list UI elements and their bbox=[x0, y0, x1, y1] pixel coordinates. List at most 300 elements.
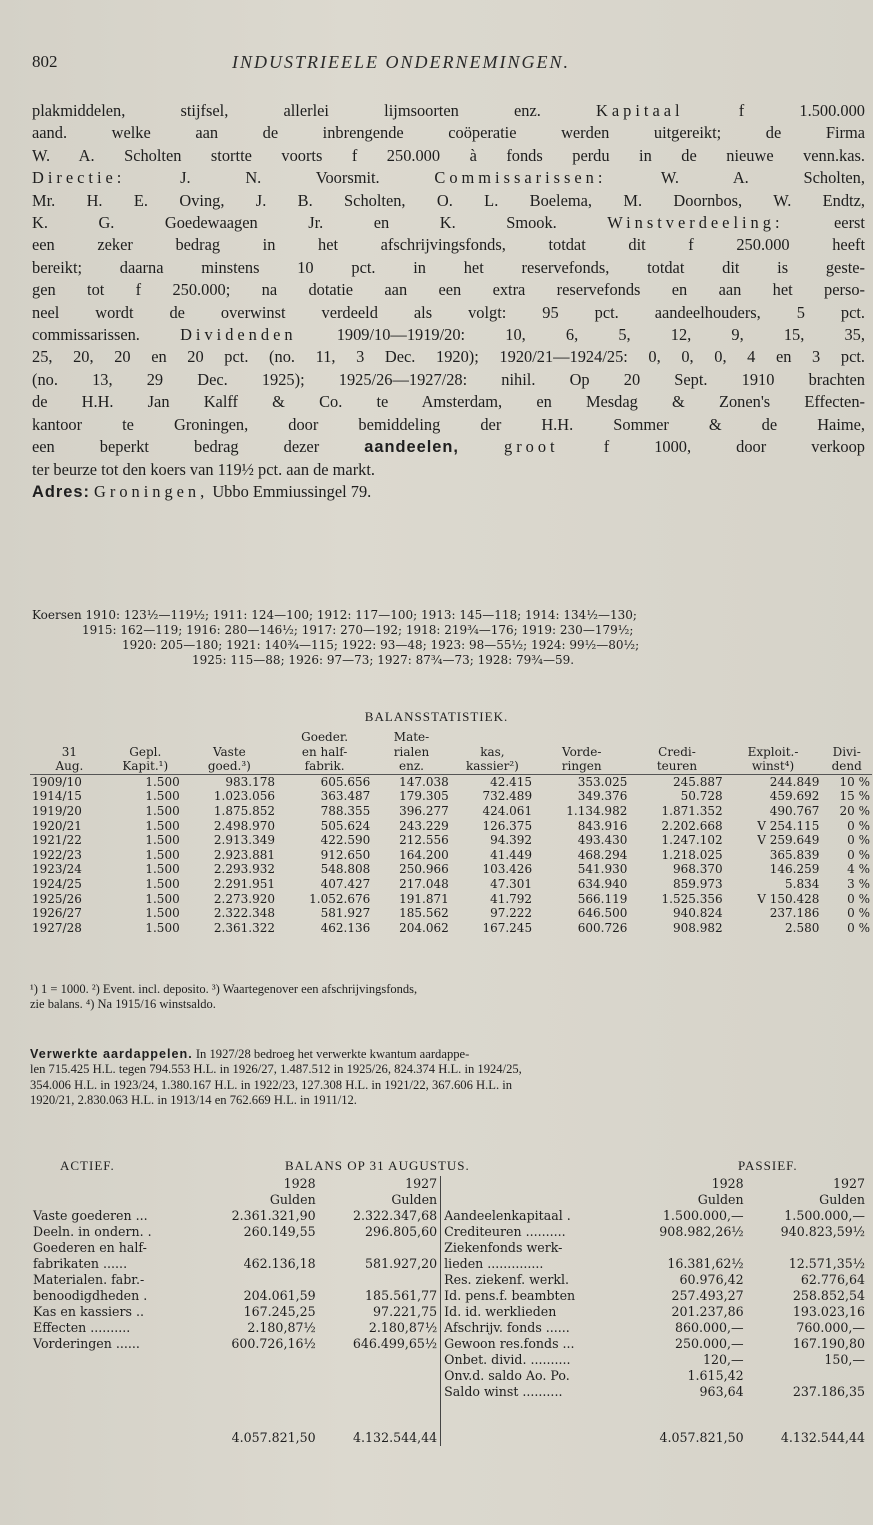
table-cell: 204.062 bbox=[399, 920, 449, 935]
balance-row bbox=[30, 1384, 868, 1400]
text-line: ter beurze tot den koers van 119½ pct. aan de markt. bbox=[32, 459, 376, 479]
asset-value: 646.499,65½ bbox=[352, 1336, 438, 1351]
liabilities-total: 4.057.821,50 bbox=[659, 1430, 744, 1445]
liability-item: Id. id. werklieden bbox=[441, 1304, 626, 1320]
column-header: kassier²) bbox=[451, 759, 534, 774]
table-cell: 1.500 bbox=[145, 789, 180, 804]
table-cell: 2.923.881 bbox=[213, 847, 275, 862]
table-cell: 1.500 bbox=[145, 920, 180, 935]
table-cell: 363.487 bbox=[320, 789, 371, 804]
table-cell: 0 % bbox=[847, 920, 870, 935]
balance-title: BALANS OP 31 AUGUSTUS. bbox=[285, 1158, 470, 1173]
table-cell: 1.247.102 bbox=[661, 833, 723, 848]
liability-value: 193.023,16 bbox=[792, 1304, 865, 1319]
asset-value: 97.221,75 bbox=[373, 1304, 438, 1319]
spacer bbox=[30, 1192, 197, 1208]
table-row bbox=[30, 804, 872, 819]
liability-value bbox=[747, 1368, 868, 1384]
column-header: enz. bbox=[372, 759, 451, 774]
liability-value: 963,64 bbox=[699, 1384, 744, 1399]
processed-potatoes bbox=[30, 1047, 868, 1109]
table-cell: 1.500 bbox=[145, 862, 180, 877]
unit-label: Gulden bbox=[697, 1192, 744, 1207]
liability-value bbox=[625, 1240, 746, 1256]
column-header bbox=[629, 730, 724, 745]
asset-value: 2.180,87½ bbox=[368, 1320, 438, 1335]
table-cell: 212.556 bbox=[399, 833, 449, 848]
spacer bbox=[441, 1400, 626, 1446]
table-cell: 1925/26 bbox=[32, 891, 82, 906]
liability-value: 237.186,35 bbox=[792, 1384, 865, 1399]
column-header: Credi- bbox=[658, 744, 696, 759]
statistics-title: BALANSSTATISTIEK. bbox=[364, 709, 509, 724]
table-cell: 908.982 bbox=[672, 920, 723, 935]
table-cell: V 259.649 bbox=[757, 833, 820, 848]
table-cell: 147.038 bbox=[372, 774, 451, 789]
table-cell: 42.415 bbox=[451, 774, 534, 789]
table-cell: 191.871 bbox=[399, 891, 449, 906]
table-cell: 15 % bbox=[839, 789, 870, 804]
unit-label: Gulden bbox=[819, 1192, 865, 1207]
asset-value bbox=[319, 1352, 441, 1368]
table-cell: 1909/10 bbox=[30, 774, 109, 789]
text-line: len 715.425 H.L. tegen 794.553 H.L. in 1926/27, 1.487.512 in 1925/26, 824.374 H.L. in 1924/25, bbox=[30, 1062, 522, 1077]
text-line: (no. 13, 29 Dec. 1925); 1925/26—1927/28: nihil. Op 20 Sept. 1910 brachten bbox=[32, 369, 865, 389]
table-cell: 1.500 bbox=[109, 774, 182, 789]
text-line: gen tot f 250.000; na dotatie aan een extra reservefonds en aan het perso- bbox=[32, 280, 865, 300]
table-cell: 126.375 bbox=[482, 818, 533, 833]
column-header: en half- bbox=[301, 744, 348, 759]
table-cell: 1.500 bbox=[145, 833, 180, 848]
asset-value bbox=[197, 1368, 318, 1384]
spacer bbox=[441, 1192, 626, 1208]
table-cell: 0 % bbox=[847, 891, 870, 906]
footnote-line: zie balans. ⁴) Na 1915/16 winstsaldo. bbox=[30, 997, 216, 1011]
table-cell: 2.361.322 bbox=[213, 920, 275, 935]
table-cell: 983.178 bbox=[182, 774, 277, 789]
table-cell: 407.427 bbox=[320, 876, 371, 891]
asset-item: Goederen en half- bbox=[33, 1240, 147, 1255]
asset-value: 167.245,25 bbox=[243, 1304, 316, 1319]
spacer bbox=[30, 1176, 197, 1192]
table-cell: 940.824 bbox=[672, 906, 723, 921]
liability-value: 908.982,26½ bbox=[659, 1224, 744, 1239]
table-cell: 1.875.852 bbox=[213, 803, 275, 818]
table-cell: 1919/20 bbox=[32, 803, 82, 818]
table-cell: 843.916 bbox=[577, 818, 628, 833]
liability-value: 16.381,62½ bbox=[667, 1256, 744, 1271]
balance-row bbox=[30, 1352, 868, 1368]
text-line: bereikt; daarna minstens 10 pct. in het reservefonds, totdat dit is geste- bbox=[32, 257, 865, 277]
spacer bbox=[30, 1400, 197, 1446]
table-cell: 541.930 bbox=[577, 862, 628, 877]
header-row bbox=[30, 745, 872, 760]
liability-item: Gewoon res.fonds ... bbox=[441, 1336, 626, 1352]
asset-value bbox=[319, 1272, 441, 1288]
address-line: Adres: Groningen, Ubbo Emmiussingel 79. bbox=[32, 481, 372, 501]
spacer bbox=[441, 1176, 626, 1192]
unit-header-row bbox=[30, 1192, 868, 1208]
header-row bbox=[30, 759, 872, 774]
balance-row bbox=[30, 1320, 868, 1336]
asset-value bbox=[197, 1384, 318, 1400]
asset-value: 296.805,60 bbox=[365, 1224, 438, 1239]
asset-item: Materialen. fabr.- bbox=[33, 1272, 145, 1287]
assets-total: 4.057.821,50 bbox=[231, 1430, 316, 1445]
asset-value: 2.322.347,68 bbox=[353, 1208, 438, 1223]
table-cell: 605.656 bbox=[277, 774, 372, 789]
balance-row bbox=[30, 1224, 868, 1240]
asset-item: Vaste goederen ... bbox=[33, 1208, 148, 1223]
table-cell: 250.966 bbox=[399, 862, 449, 877]
asset-value bbox=[319, 1384, 441, 1400]
liability-item: Aandeelenkapitaal . bbox=[441, 1208, 626, 1224]
text-line: Mr. H. E. Oving, J. B. Scholten, O. L. Boelema, M. Doornbos, W. Endtz, bbox=[32, 190, 865, 210]
table-row bbox=[30, 774, 872, 789]
table-cell: 1926/27 bbox=[32, 906, 82, 921]
text-line: de H.H. Jan Kalff & Co. te Amsterdam, en Mesdag & Zonen's Effecten- bbox=[32, 392, 865, 412]
liability-value: 257.493,27 bbox=[671, 1288, 744, 1303]
table-cell: 396.277 bbox=[399, 803, 449, 818]
table-cell: 1922/23 bbox=[32, 847, 82, 862]
table-cell: 548.808 bbox=[320, 862, 371, 877]
text-line: K. G. Goedewaagen Jr. en K. Smook. Winstverdeeling: eerst bbox=[32, 213, 865, 233]
table-cell: 0 % bbox=[847, 906, 870, 921]
table-cell: 2.202.668 bbox=[661, 818, 723, 833]
column-header: teuren bbox=[629, 759, 724, 774]
table-cell: 1927/28 bbox=[32, 920, 82, 935]
column-header bbox=[182, 730, 277, 745]
company-description bbox=[32, 100, 865, 503]
totals-row bbox=[30, 1400, 868, 1446]
balance-row bbox=[30, 1368, 868, 1384]
asset-value bbox=[197, 1352, 318, 1368]
table-cell: 1923/24 bbox=[32, 862, 82, 877]
liability-item: Id. pens.f. beambten bbox=[441, 1288, 626, 1304]
column-header bbox=[451, 730, 534, 745]
column-header: Goeder. bbox=[301, 730, 349, 744]
asset-value bbox=[197, 1272, 318, 1288]
column-header: goed.³) bbox=[182, 759, 277, 774]
balance-row bbox=[30, 1336, 868, 1352]
table-cell: 859.973 bbox=[672, 876, 723, 891]
table-cell: 581.927 bbox=[320, 906, 371, 921]
table-cell: 1.500 bbox=[145, 906, 180, 921]
table-cell: 0 % bbox=[847, 818, 870, 833]
asset-value: 2.180,87½ bbox=[247, 1320, 316, 1335]
table-cell: 2.580 bbox=[785, 920, 820, 935]
asset-value bbox=[319, 1368, 441, 1384]
asset-value bbox=[197, 1240, 318, 1256]
table-cell: 94.392 bbox=[490, 833, 533, 848]
table-cell: 217.048 bbox=[399, 876, 449, 891]
liability-value: 60.976,42 bbox=[679, 1272, 744, 1287]
balance-statistics-table bbox=[30, 730, 872, 935]
year-label: 1928 bbox=[283, 1176, 316, 1191]
table-cell: 462.136 bbox=[320, 920, 371, 935]
liability-value: 1.615,42 bbox=[687, 1368, 744, 1383]
liabilities-total: 4.132.544,44 bbox=[780, 1430, 865, 1445]
table-row bbox=[30, 877, 872, 892]
column-header: winst⁴) bbox=[725, 759, 822, 774]
table-cell: 1924/25 bbox=[32, 876, 82, 891]
column-header bbox=[725, 730, 822, 745]
asset-value: 600.726,16½ bbox=[231, 1336, 316, 1351]
table-row bbox=[30, 848, 872, 863]
prices-line: 1920: 205—180; 1921: 140¾—115; 1922: 93—48; 1923: 98—55½; 1924: 99½—80½; bbox=[122, 638, 640, 652]
liability-item: Saldo winst .......... bbox=[441, 1384, 626, 1400]
column-header bbox=[534, 730, 629, 745]
liability-value: 150,— bbox=[824, 1352, 865, 1367]
column-header: Mate- bbox=[393, 730, 430, 744]
asset-value bbox=[319, 1240, 441, 1256]
asset-item: Kas en kassiers .. bbox=[33, 1304, 144, 1319]
table-cell: 10 % bbox=[821, 774, 872, 789]
prices-line: 1915: 162—119; 1916: 280—146½; 1917: 270—192; 1918: 219¾—176; 1919: 230—179½; bbox=[82, 623, 634, 637]
assets-label: ACTIEF. bbox=[60, 1158, 115, 1173]
column-header bbox=[821, 730, 872, 745]
column-header: fabrik. bbox=[277, 759, 372, 774]
unit-label: Gulden bbox=[391, 1192, 438, 1207]
table-cell: 1921/22 bbox=[32, 833, 82, 848]
column-header: Exploit.- bbox=[747, 744, 799, 759]
table-cell: 2.913.349 bbox=[213, 833, 275, 848]
text-line: 1920/21, 2.830.063 H.L. in 1913/14 en 762.669 H.L. in 1911/12. bbox=[30, 1093, 357, 1108]
table-cell: 646.500 bbox=[577, 906, 628, 921]
table-cell: 1.052.676 bbox=[309, 891, 371, 906]
table-cell: 490.767 bbox=[769, 803, 820, 818]
liability-item: Ziekenfonds werk- bbox=[441, 1240, 626, 1256]
table-cell: 1.500 bbox=[145, 803, 180, 818]
liability-value: 1.500.000,— bbox=[662, 1208, 744, 1223]
table-cell: 47.301 bbox=[490, 876, 533, 891]
liability-item: lieden .............. bbox=[441, 1256, 626, 1272]
table-cell: 245.887 bbox=[629, 774, 724, 789]
table-cell: 243.229 bbox=[399, 818, 449, 833]
table-cell: 146.259 bbox=[769, 862, 820, 877]
year-label: 1927 bbox=[405, 1176, 438, 1191]
table-cell: 459.692 bbox=[769, 789, 820, 804]
text-line: aand. welke aan de inbrengende coöperatie werden uitgereikt; de Firma bbox=[32, 123, 865, 143]
table-cell: 2.498.970 bbox=[213, 818, 275, 833]
table-cell: V 150.428 bbox=[757, 891, 820, 906]
unit-label: Gulden bbox=[269, 1192, 316, 1207]
table-cell: 2.293.932 bbox=[213, 862, 275, 877]
text-line: commissarissen. Dividenden 1909/10—1919/20: 10, 6, 5, 12, 9, 15, 35, bbox=[32, 325, 865, 345]
prices-line: 1925: 115—88; 1926: 97—73; 1927: 87¾—73; 1928: 79¾—59. bbox=[192, 653, 575, 667]
liability-value: 860.000,— bbox=[674, 1320, 744, 1335]
asset-value: 2.361.321,90 bbox=[231, 1208, 316, 1223]
table-row bbox=[30, 862, 872, 877]
liability-value: 940.823,59½ bbox=[780, 1224, 865, 1239]
table-cell: 97.222 bbox=[490, 906, 533, 921]
column-header bbox=[30, 730, 109, 745]
table-cell: 0 % bbox=[847, 847, 870, 862]
table-cell: 600.726 bbox=[577, 920, 628, 935]
column-header bbox=[109, 730, 182, 745]
page-header bbox=[32, 52, 853, 76]
liability-item: Afschrijv. fonds ...... bbox=[441, 1320, 626, 1336]
column-header: kas, bbox=[480, 744, 505, 759]
table-cell: 1.218.025 bbox=[661, 847, 723, 862]
table-cell: 1.525.356 bbox=[661, 891, 723, 906]
column-header: Aug. bbox=[30, 759, 109, 774]
table-cell: 1920/21 bbox=[32, 818, 82, 833]
year-header-row bbox=[30, 1176, 868, 1192]
table-cell: 237.186 bbox=[769, 906, 820, 921]
table-row bbox=[30, 921, 872, 936]
column-header: dend bbox=[821, 759, 872, 774]
table-cell: 4 % bbox=[847, 862, 870, 877]
column-header: Divi- bbox=[832, 744, 861, 759]
table-cell: 1914/15 bbox=[32, 789, 82, 804]
table-row bbox=[30, 833, 872, 848]
year-label: 1927 bbox=[832, 1176, 865, 1191]
table-cell: 424.061 bbox=[482, 803, 533, 818]
liability-item: Onv.d. saldo Ao. Po. bbox=[441, 1368, 626, 1384]
liability-value: 258.852,54 bbox=[792, 1288, 865, 1303]
table-cell: 912.650 bbox=[320, 847, 371, 862]
table-cell: 1.023.056 bbox=[213, 789, 275, 804]
text-line: plakmiddelen, stijfsel, allerlei lijmsoorten enz. Kapitaal f 1.500.000 bbox=[32, 101, 865, 120]
column-header: Gepl. bbox=[129, 744, 162, 759]
column-header: ringen bbox=[534, 759, 629, 774]
text-line: een zeker bedrag in het afschrijvingsfonds, totdat dit f 250.000 heeft bbox=[32, 235, 865, 255]
liability-value: 167.190,80 bbox=[792, 1336, 865, 1351]
year-label: 1928 bbox=[711, 1176, 744, 1191]
liability-item: Onbet. divid. .......... bbox=[441, 1352, 626, 1368]
table-cell: 732.489 bbox=[482, 789, 533, 804]
footnotes bbox=[30, 982, 868, 1012]
asset-value: 185.561,77 bbox=[365, 1288, 438, 1303]
table-cell: 1.871.352 bbox=[661, 803, 723, 818]
liability-value: 760.000,— bbox=[796, 1320, 865, 1335]
table-cell: 1.500 bbox=[145, 876, 180, 891]
table-cell: 1.134.982 bbox=[566, 803, 628, 818]
footnote-line: ¹) 1 = 1000. ²) Event. incl. deposito. ³) Waartegenover een afschrijvingsfonds, bbox=[30, 982, 418, 996]
table-cell: 1.500 bbox=[145, 818, 180, 833]
text-line: een beperkt bedrag dezer aandeelen, groot f 1000, door verkoop bbox=[32, 437, 865, 457]
balance-row bbox=[30, 1288, 868, 1304]
table-cell: 468.294 bbox=[577, 847, 628, 862]
column-header: 31 bbox=[61, 744, 78, 759]
balance-row bbox=[30, 1240, 868, 1256]
table-cell: 3 % bbox=[847, 876, 870, 891]
text-line: 25, 20, 20 en 20 pct. (no. 11, 3 Dec. 1920); 1920/21—1924/25: 0, 0, 0, 4 en 3 pct. bbox=[32, 347, 865, 367]
table-cell: 349.376 bbox=[577, 789, 628, 804]
table-cell: 353.025 bbox=[534, 774, 629, 789]
table-cell: 41.792 bbox=[490, 891, 533, 906]
liability-value: 201.237,86 bbox=[671, 1304, 744, 1319]
table-cell: 788.355 bbox=[320, 803, 371, 818]
asset-item bbox=[30, 1384, 197, 1400]
liability-value bbox=[747, 1240, 868, 1256]
prices-line: Koersen 1910: 123½—119½; 1911: 124—100; 1912: 117—100; 1913: 145—118; 1914: 134½—130; bbox=[32, 608, 637, 622]
liability-item: Crediteuren .......... bbox=[441, 1224, 626, 1240]
table-cell: 493.430 bbox=[577, 833, 628, 848]
asset-item: Vorderingen ...... bbox=[33, 1336, 140, 1351]
asset-value: 204.061,59 bbox=[243, 1288, 316, 1303]
liability-item: Res. ziekenf. werkl. bbox=[441, 1272, 626, 1288]
text-line: 354.006 H.L. in 1923/24, 1.380.167 H.L. in 1922/23, 127.308 H.L. in 1921/22, 367.606 H.L. in bbox=[30, 1077, 513, 1092]
page-number: 802 bbox=[32, 52, 58, 71]
table-row bbox=[30, 789, 872, 804]
text-line: Verwerkte aardappelen. In 1927/28 bedroeg het verwerkte kwantum aardappe- bbox=[30, 1047, 470, 1061]
asset-item bbox=[30, 1352, 197, 1368]
table-cell: 179.305 bbox=[399, 789, 449, 804]
table-cell: 365.839 bbox=[769, 847, 820, 862]
liabilities-label: PASSIEF. bbox=[738, 1158, 798, 1173]
table-cell: 167.245 bbox=[482, 920, 533, 935]
asset-item: benoodigdheden . bbox=[33, 1288, 148, 1303]
asset-value: 581.927,20 bbox=[365, 1256, 438, 1271]
table-cell: 2.273.920 bbox=[213, 891, 275, 906]
share-prices bbox=[32, 608, 870, 668]
table-cell: 164.200 bbox=[399, 847, 449, 862]
table-cell: 2.291.951 bbox=[213, 876, 275, 891]
asset-value: 462.136,18 bbox=[243, 1256, 316, 1271]
liability-value: 120,— bbox=[702, 1352, 744, 1367]
column-header: Kapit.¹) bbox=[109, 759, 182, 774]
column-header: Vorde- bbox=[562, 744, 602, 759]
table-cell: 41.449 bbox=[490, 847, 533, 862]
table-cell: V 254.115 bbox=[757, 818, 820, 833]
table-cell: 968.370 bbox=[672, 862, 723, 877]
table-cell: 1.500 bbox=[145, 891, 180, 906]
text-line: neel wordt de overwinst verdeeld als volgt: 95 pct. aandeelhouders, 5 pct. bbox=[32, 302, 865, 322]
table-cell: 185.562 bbox=[399, 906, 449, 921]
table-cell: 1.500 bbox=[145, 847, 180, 862]
liability-value: 12.571,35½ bbox=[788, 1256, 865, 1271]
balance-heading bbox=[30, 1158, 868, 1176]
asset-item: Effecten .......... bbox=[33, 1320, 131, 1335]
table-row bbox=[30, 892, 872, 907]
balance-row bbox=[30, 1256, 868, 1272]
text-line: W. A. Scholten stortte voorts f 250.000 à fonds perdu in de nieuwe venn.kas. bbox=[32, 145, 865, 165]
liability-value: 1.500.000,— bbox=[784, 1208, 865, 1223]
table-cell: 5.834 bbox=[785, 876, 820, 891]
liability-value: 250.000,— bbox=[674, 1336, 744, 1351]
header-row bbox=[30, 730, 872, 745]
asset-item: fabrikaten ...... bbox=[33, 1256, 128, 1271]
table-cell: 244.849 bbox=[725, 774, 822, 789]
table-row bbox=[30, 906, 872, 921]
balance-row bbox=[30, 1272, 868, 1288]
asset-item: Deeln. in ondern. . bbox=[33, 1224, 152, 1239]
table-cell: 2.322.348 bbox=[213, 906, 275, 921]
assets-total: 4.132.544,44 bbox=[353, 1430, 438, 1445]
text-line: kantoor te Groningen, door bemiddeling der H.H. Sommer & de Haime, bbox=[32, 414, 865, 434]
text-line: Directie: J. N. Voorsmit. Commissarissen: W. A. Scholten, bbox=[32, 168, 865, 188]
table-cell: 505.624 bbox=[320, 818, 371, 833]
liability-value: 62.776,64 bbox=[800, 1272, 865, 1287]
table-cell: 50.728 bbox=[680, 789, 723, 804]
balance-sheet-table bbox=[30, 1176, 868, 1446]
table-cell: 422.590 bbox=[320, 833, 371, 848]
column-header: rialen bbox=[393, 744, 430, 759]
table-cell: 0 % bbox=[847, 833, 870, 848]
asset-value: 260.149,55 bbox=[243, 1224, 316, 1239]
table-cell: 634.940 bbox=[577, 876, 628, 891]
running-title: INDUSTRIEELE ONDERNEMINGEN. bbox=[232, 52, 570, 72]
column-header: Vaste bbox=[212, 744, 246, 759]
asset-item bbox=[30, 1368, 197, 1384]
table-cell: 103.426 bbox=[482, 862, 533, 877]
balance-row bbox=[30, 1304, 868, 1320]
table-cell: 20 % bbox=[839, 803, 870, 818]
balance-row bbox=[30, 1208, 868, 1224]
table-cell: 566.119 bbox=[577, 891, 628, 906]
